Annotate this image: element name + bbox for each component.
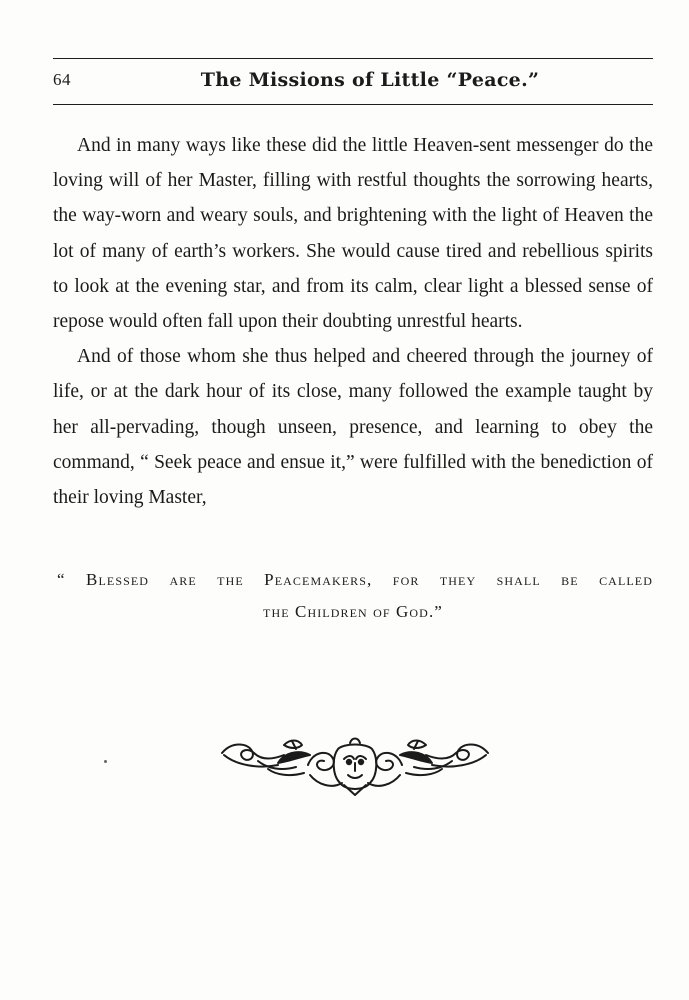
paragraph: And of those whom she thus helped and cheered through the journey of life, or at the dark hour of its close, many followed the example taught by her all-pervading, though unseen, presence, and learning to obey the command, “ Seek peace and ensue it,” were fulfilled with the benediction of their loving Master, xyxy=(53,346,653,509)
floral-tailpiece-ornament-icon xyxy=(218,735,492,799)
paragraph: And in many ways like these did the little Heaven-sent messenger do the loving will of her Master, filling with restful thoughts the sorrowing hearts, the way-worn and weary souls, and brightening with the light of Heaven the lot of many of earth’s workers. She would cause tired and rebellious spirits to look at the evening star, and from its calm, clear light a blessed sense of repose would often fall upon their doubting unrestful hearts. xyxy=(53,135,653,333)
beatitude-quote xyxy=(53,564,653,627)
header-rule-bottom xyxy=(53,104,653,105)
quote-line: “ Blessed are the Peacemakers, for they shall be called xyxy=(57,570,653,589)
body-text xyxy=(53,128,653,515)
quote-line: the Children of God.” xyxy=(263,601,443,621)
page-number: 64 xyxy=(53,70,71,89)
running-head: The Missions of Little “Peace.” xyxy=(200,69,540,91)
ink-speck xyxy=(104,760,107,763)
header-rule-top xyxy=(53,58,653,59)
